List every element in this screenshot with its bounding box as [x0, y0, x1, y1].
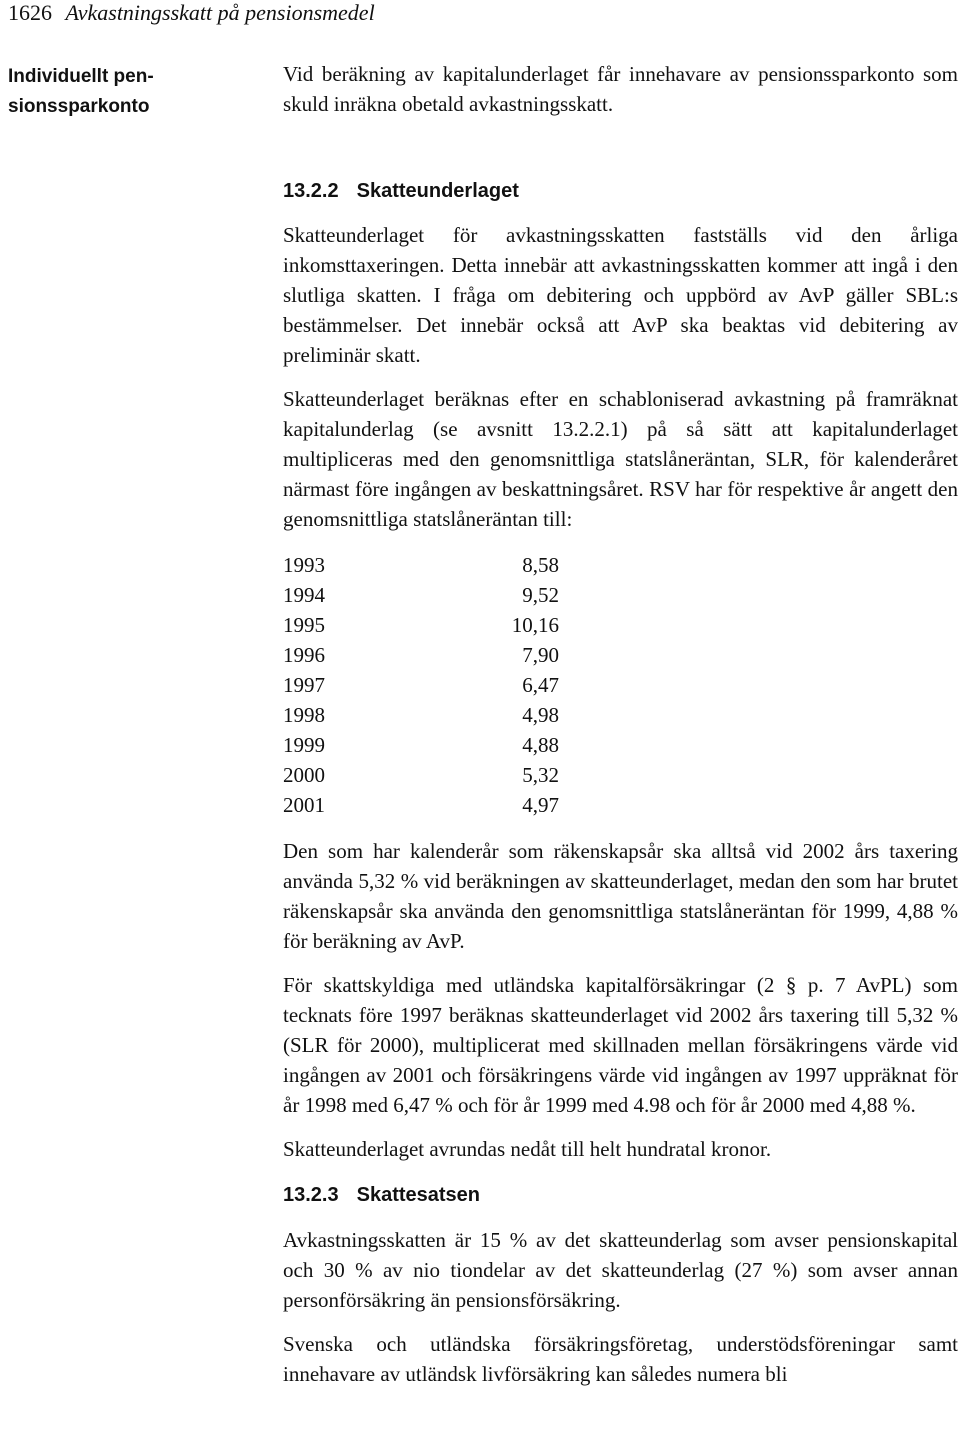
paragraph: Skatteunderlaget för avkastningsskatten fastställs vid den årliga inkomsttaxeringen. Detta innebär att avkastningsskatten kommer att ingå i den slutliga skatten. I fråga om debitering och uppbörd av AvP gäller SBL:s bestämmelser. Det innebär också att AvP ska beaktas vid debitering av preliminär skatt.: [283, 223, 958, 367]
paragraph: Svenska och utländska försäkringsföretag, understödsföreningar samt innehavare av utländsk livförsäkring kan således numera bli: [283, 1332, 958, 1386]
rate-value: 9,52: [522, 583, 559, 607]
rate-value: 4,98: [522, 703, 559, 727]
rate-row: [283, 670, 958, 700]
rate-year: 1997: [283, 673, 325, 697]
rate-year: 1995: [283, 613, 325, 637]
section-heading-skattesatsen: [283, 1180, 958, 1210]
paragraph: Skatteunderlaget avrundas nedåt till helt hundratal kronor.: [283, 1137, 772, 1161]
intro-paragraph: Vid beräkning av kapitalunderlaget får innehavare av pensionssparkonto som skuld inräkna obetald avkastningsskatt.: [283, 62, 958, 116]
rate-value: 10,16: [511, 613, 559, 637]
running-header: [8, 0, 375, 26]
rate-value: 8,58: [522, 553, 559, 577]
rate-year: 1998: [283, 703, 325, 727]
section-title: Skattesatsen: [356, 1184, 481, 1206]
rate-row: [283, 760, 958, 790]
margin-note: Individuellt pen- sionssparkonto: [8, 66, 154, 117]
rate-value: 4,97: [522, 793, 559, 817]
rate-year: 2000: [283, 763, 325, 787]
page-number: 1626: [8, 0, 52, 25]
rate-row: [283, 580, 958, 610]
rate-year: 2001: [283, 793, 325, 817]
rate-year: 1996: [283, 643, 325, 667]
section-number: 13.2.3: [283, 1184, 339, 1206]
main-text: [283, 59, 958, 1389]
rate-year: 1993: [283, 553, 325, 577]
section-title: Skatteunderlaget: [356, 180, 519, 202]
rate-year: 1999: [283, 733, 325, 757]
paragraph: För skattskyldiga med utländska kapitalförsäkringar (2 § p. 7 AvPL) som tecknats före 1997 beräknas skatteunderlaget vid 2002 års taxering till 5,32 % (SLR för 2000), multiplicerat med skillnaden mellan försäkringens värde vid ingången av 2001 och försäkringens värde vid ingången av 1997 uppräknat för år 1998 med 6,47 % och för år 1999 med 4.98 och för år 2000 med 4,88 %.: [283, 973, 958, 1117]
rate-value: 5,32: [522, 763, 559, 787]
rate-row: [283, 790, 958, 820]
section-number: 13.2.2: [283, 180, 339, 202]
paragraph: Skatteunderlaget beräknas efter en schabloniserad avkastning på framräknat kapitalunderlag (se avsnitt 13.2.2.1) på så sätt att kapitalunderlaget multipliceras med den genomsnittliga statslåneräntan, SLR, för kalenderåret närmast före ingången av beskattningsåret. RSV har för respektive år angett den genomsnittliga statslåneräntan till:: [283, 387, 958, 531]
chapter-title: Avkastningsskatt på pensionsmedel: [65, 0, 375, 25]
paragraph: Avkastningsskatten är 15 % av det skatteunderlag som avser pensionskapital och 30 % av nio tiondelar av det skatteunderlag (27 %) som avser annan personförsäkring än pensionsförsäkring.: [283, 1228, 958, 1312]
paragraph: Den som har kalenderår som räkenskapsår ska alltså vid 2002 års taxering använda 5,32 % vid beräkningen av skatteunderlaget, medan den som har brutet räkenskapsår ska använda den genomsnittliga statslåneräntan för 1999, 4,88 % för beräkning av AvP.: [283, 839, 958, 953]
rate-row: [283, 640, 958, 670]
slr-rate-table: [283, 550, 958, 820]
rate-row: [283, 700, 958, 730]
rate-value: 6,47: [522, 673, 559, 697]
rate-year: 1994: [283, 583, 325, 607]
section-heading-skatteunderlaget: [283, 176, 958, 206]
rate-row: [283, 550, 958, 580]
rate-row: [283, 610, 958, 640]
rate-value: 7,90: [522, 643, 559, 667]
rate-value: 4,88: [522, 733, 559, 757]
rate-row: [283, 730, 958, 760]
